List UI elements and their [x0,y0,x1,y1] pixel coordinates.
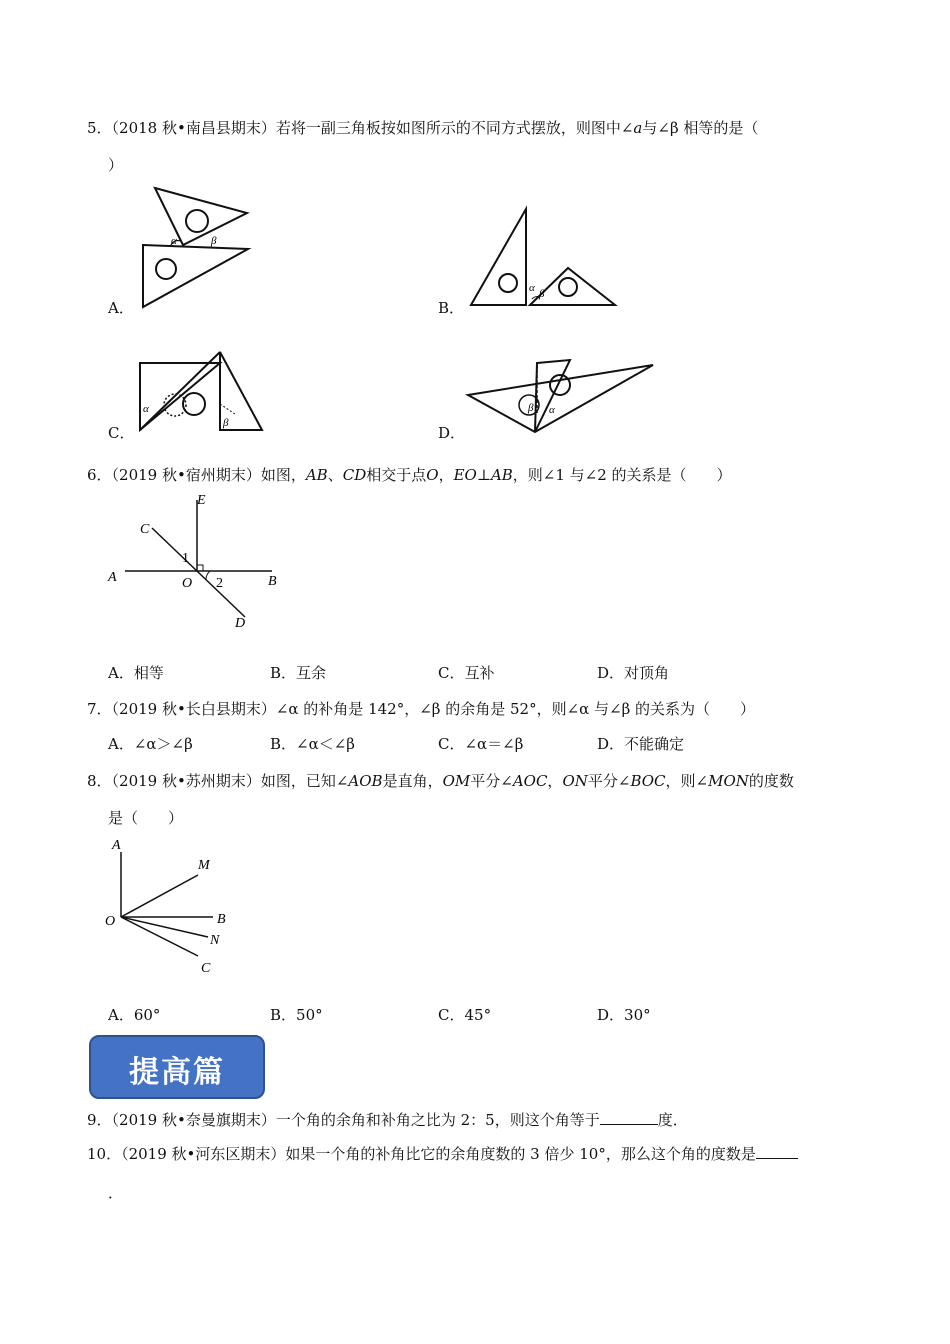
q8-option-c: C．45° [438,1006,492,1024]
q10-answer-blank [756,1157,798,1159]
q5-stem: 5．（2018 秋•南昌县期末）若将一副三角板按如图所示的不同方式摆放，则图中∠a与∠β 相等的是（ [87,119,759,137]
q6-stem: 6．（2019 秋•宿州期末）如图，AB、CD相交于点O，EO⊥AB，则∠1 与∠2 的关系是（ ） [87,466,732,484]
q6-option-a: A．相等 [108,664,164,682]
label-1: 1 [182,551,189,566]
svg-text:β: β [223,417,229,429]
q6-option-b: B．互余 [270,664,327,682]
svg-text:α: α [143,403,149,415]
svg-text:α: α [529,282,535,294]
q8-stem: 8．（2019 秋•苏州期末）如图，已知∠AOB是直角，OM平分∠AOC，ON平分∠BOC，则∠MON的度数 [87,772,794,790]
figA-beta: β [211,235,217,247]
q5-figure-a [135,183,265,313]
q6-option-c: C．互补 [438,664,495,682]
q6-option-d: D．对顶角 [597,664,670,682]
q5-figure-c [135,348,270,438]
label-2: 2 [216,576,223,591]
line-cd [152,528,245,617]
q9-answer-blank [600,1123,658,1125]
figA-top-triangle [155,188,247,245]
q8-figure [100,832,240,980]
q5-option-d: D． [438,424,466,442]
svg-text:α: α [549,404,555,416]
label-a: A [108,570,117,585]
q8-option-a: A．60° [108,1006,161,1024]
q5-stem-close: ） [108,156,124,174]
svg-text:β: β [528,402,534,414]
figA-alpha: α [171,235,177,247]
figB-left-triangle [471,209,526,305]
svg-text:β: β [539,288,545,300]
figA-bottom-circle [156,259,176,279]
q8-stem-line2: 是（ ） [108,809,184,827]
label-c: C [140,522,150,537]
ray-om [121,875,198,917]
section-title: 提高篇 [129,1055,225,1090]
q10-stem: 10．（2019 秋•河东区期末）如果一个角的补角比它的余角度数的 3 倍少 10°，那么这个角的度数是 [87,1143,798,1164]
label-d: D [235,616,246,630]
q5-figure-b [468,205,618,310]
q6-figure [100,490,290,630]
label-c: C [201,961,211,976]
label-e: E [197,493,206,508]
label-m: M [198,858,210,873]
figA-top-circle [186,210,208,232]
q5-option-a: A． [108,299,134,317]
q5-option-c: C． [108,424,135,442]
label-o: O [182,576,193,591]
q8-option-b: B．50° [270,1006,323,1024]
q7-option-c: C．∠α＝∠β [438,735,524,753]
ray-on [121,917,208,937]
q5-figure-d [465,355,660,435]
q7-option-d: D．不能确定 [597,735,685,753]
label-b: B [268,574,277,589]
q7-option-a: A．∠α＞∠β [108,735,193,753]
q5-option-b: B． [438,299,465,317]
label-n: N [210,933,220,948]
label-o: O [105,914,116,929]
label-b: B [217,912,226,927]
ray-oc [121,917,198,956]
q7-stem: 7．（2019 秋•长白县期末）∠α 的补角是 142°，∠β 的余角是 52°，则∠α 与∠β 的关系为（ ） [87,700,756,718]
q10-stem-line2: ． [108,1184,124,1202]
section-badge [89,1035,265,1099]
q8-option-d: D．30° [597,1006,651,1024]
label-a: A [112,838,121,853]
q9-stem: 9．（2019 秋•奈曼旗期末）一个角的余角和补角之比为 2：5，则这个角等于 度． [87,1111,688,1129]
q7-option-b: B．∠α＜∠β [270,735,355,753]
